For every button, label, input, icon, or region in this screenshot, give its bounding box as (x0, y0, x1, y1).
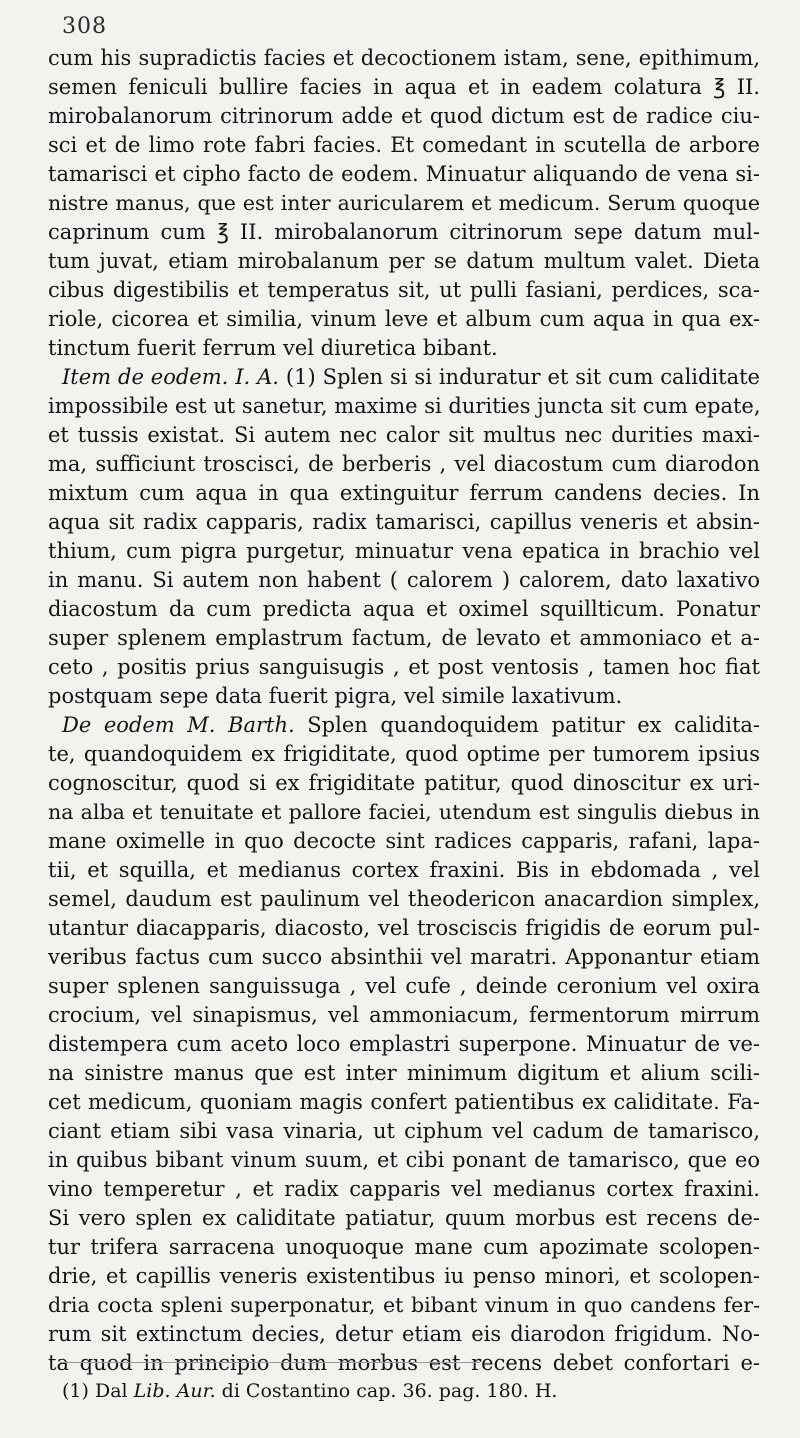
line-text: cibus digestibilis et temperatus sit, ut pulli fasiani, perdices, sca- (48, 278, 760, 302)
line-text: super splenem emplastrum factum, de levato et ammoniaco et a- (48, 626, 760, 650)
text-line (48, 1030, 760, 1059)
line-text: aqua sit radix capparis, radix tamarisci, capillus veneris et absin- (48, 510, 760, 534)
text-line (48, 160, 760, 189)
text-line (48, 218, 760, 247)
line-text: caprinum cum ℥ II. mirobalanorum citrinorum sepe datum mul- (48, 220, 760, 244)
text-line (48, 1349, 760, 1378)
text-line (48, 769, 760, 798)
line-text: super splenen sanguissuga , vel cufe , deinde ceronium vel oxira (48, 974, 760, 998)
footnote-marker: (1) (62, 1380, 89, 1402)
footnote-post: di Costantino cap. 36. pag. 180. H. (221, 1380, 558, 1402)
line-text: te, quandoquidem ex frigiditate, quod optime per tumorem ipsius (48, 742, 760, 766)
text-line (48, 334, 760, 363)
line-text: semel, daudum est paulinum vel theodericon anacardion simplex, (48, 887, 760, 911)
text-line (48, 102, 760, 131)
line-text: cum his supradictis facies et decoctionem istam, sene, epithimum, (48, 46, 760, 70)
text-line (48, 740, 760, 769)
text-line (48, 1175, 760, 1204)
text-line (48, 566, 760, 595)
text-line (48, 856, 760, 885)
text-line (48, 1059, 760, 1088)
line-text: tur trifera sarracena unoquoque mane cum apozimate scolopen- (48, 1235, 760, 1259)
text-line (48, 595, 760, 624)
footnote (62, 1380, 557, 1402)
line-text: tinctum fuerit ferrum vel diuretica bibant. (48, 336, 498, 360)
line-text: in manu. Si autem non habent ( calorem ) calorem, dato laxativo (48, 568, 760, 592)
text-line (48, 1001, 760, 1030)
text-line (48, 624, 760, 653)
line-text: Splen quandoquidem patitur ex calidita- (294, 713, 760, 737)
footnote-lib: Lib. (133, 1380, 171, 1402)
page-number: 308 (62, 14, 107, 39)
text-line (48, 44, 760, 73)
line-text: na alba et tenuitate et pallore faciei, utendum est singulis diebus in (48, 800, 760, 824)
line-text: crocium, vel sinapismus, vel ammoniacum, fermentorum mirrum (48, 1003, 760, 1027)
line-text: ma, sufficiunt troscisci, de berberis , vel diacostum cum diarodon (48, 452, 760, 476)
line-text: postquam sepe data fuerit pigra, vel simile laxativum. (48, 684, 623, 708)
line-text: nistre manus, que est inter auricularem et medicum. Serum quoque (48, 191, 760, 215)
text-line (48, 450, 760, 479)
text-line (48, 131, 760, 160)
text-line (48, 276, 760, 305)
text-line (48, 1262, 760, 1291)
text-line (48, 1146, 760, 1175)
text-line (48, 508, 760, 537)
text-line (48, 363, 760, 392)
line-text: ta quod in principio dum morbus est recens debet confortari e- (48, 1351, 760, 1375)
text-line (48, 1233, 760, 1262)
line-text: mane oximelle in quo decocte sint radices capparis, rafani, lapa- (48, 829, 760, 853)
line-text: (1) Splen si si induratur et sit cum caliditate (278, 365, 760, 389)
line-text: thium, cum pigra purgetur, minuatur vena epatica in brachio vel (48, 539, 760, 563)
line-text: semen feniculi bullire facies in aqua et in eadem colatura ℥ II. (48, 75, 760, 99)
line-text: riole, cicorea et similia, vinum leve et album cum aqua in qua ex- (48, 307, 760, 331)
text-line (48, 392, 760, 421)
text-line (48, 479, 760, 508)
text-line (48, 798, 760, 827)
line-text: impossibile est ut sanetur, maxime si durities juncta sit cum epate, (48, 394, 761, 418)
line-text: cognoscitur, quod si ex frigiditate patitur, quod dinoscitur ex uri- (48, 771, 760, 795)
footnote-rule (60, 1362, 480, 1363)
line-text: na sinistre manus que est inter minimum digitum et alium scili- (48, 1061, 760, 1085)
footnote-aur: Aur. (176, 1380, 216, 1402)
text-line (48, 247, 760, 276)
text-line (48, 1204, 760, 1233)
line-text: ciant etiam sibi vasa vinaria, ut ciphum vel cadum de tamarisco, (48, 1119, 760, 1143)
text-line (48, 537, 760, 566)
text-line (48, 711, 760, 740)
text-line (48, 885, 760, 914)
text-line (48, 73, 760, 102)
line-text: cet medicum, quoniam magis confert patientibus ex caliditate. Fa- (48, 1090, 760, 1114)
line-text: tamarisci et cipho facto de eodem. Minuatur aliquando de vena si- (48, 162, 760, 186)
line-text: et tussis existat. Si autem nec calor sit multus nec durities maxi- (48, 423, 760, 447)
line-text: mixtum cum aqua in qua extinguitur ferrum candens decies. In (48, 481, 760, 505)
text-line (48, 1320, 760, 1349)
text-line (48, 653, 760, 682)
line-text: mirobalanorum citrinorum adde et quod dictum est de radice ciu- (48, 104, 760, 128)
line-text: vino temperetur , et radix capparis vel medianus cortex fraxini. (48, 1177, 760, 1201)
line-text: drie, et capillis veneris existentibus iu penso minori, et scolopen- (48, 1264, 760, 1288)
line-text: rum sit extinctum decies, detur etiam eis diarodon frigidum. No- (48, 1322, 760, 1346)
text-line (48, 827, 760, 856)
line-text: dria cocta spleni superponatur, et bibant vinum in quo candens fer- (48, 1293, 760, 1317)
line-text: tum juvat, etiam mirobalanum per se datum multum valet. Dieta (48, 249, 760, 273)
section-heading: Item de eodem. I. A. (62, 365, 279, 389)
line-text: in quibus bibant vinum suum, et cibi ponant de tamarisco, que eo (48, 1148, 760, 1172)
line-text: utantur diacapparis, diacosto, vel trosciscis frigidis de eorum pul- (48, 916, 760, 940)
text-line (48, 943, 760, 972)
footnote-pre: Dal (94, 1380, 128, 1402)
text-line (48, 1291, 760, 1320)
line-text: Si vero splen ex caliditate patiatur, quum morbus est recens de- (48, 1206, 760, 1230)
text-line (48, 914, 760, 943)
line-text: tii, et squilla, et medianus cortex fraxini. Bis in ebdomada , vel (48, 858, 760, 882)
text-line (48, 305, 760, 334)
text-line (48, 421, 760, 450)
text-line (48, 1088, 760, 1117)
text-line (48, 682, 760, 711)
text-line (48, 972, 760, 1001)
line-text: ceto , positis prius sanguisugis , et post ventosis , tamen hoc fiat (48, 655, 760, 679)
line-text: sci et de limo rote fabri facies. Et comedant in scutella de arbore (48, 133, 760, 157)
line-text: diacostum da cum predicta aqua et oximel squillticum. Ponatur (48, 597, 760, 621)
line-text: distempera cum aceto loco emplastri superpone. Minuatur de ve- (48, 1032, 760, 1056)
line-text: veribus factus cum succo absinthii vel maratri. Apponantur etiam (48, 945, 760, 969)
text-line (48, 1117, 760, 1146)
body-text (48, 44, 760, 1378)
section-heading: De eodem M. Barth. (62, 713, 295, 737)
text-line (48, 189, 760, 218)
